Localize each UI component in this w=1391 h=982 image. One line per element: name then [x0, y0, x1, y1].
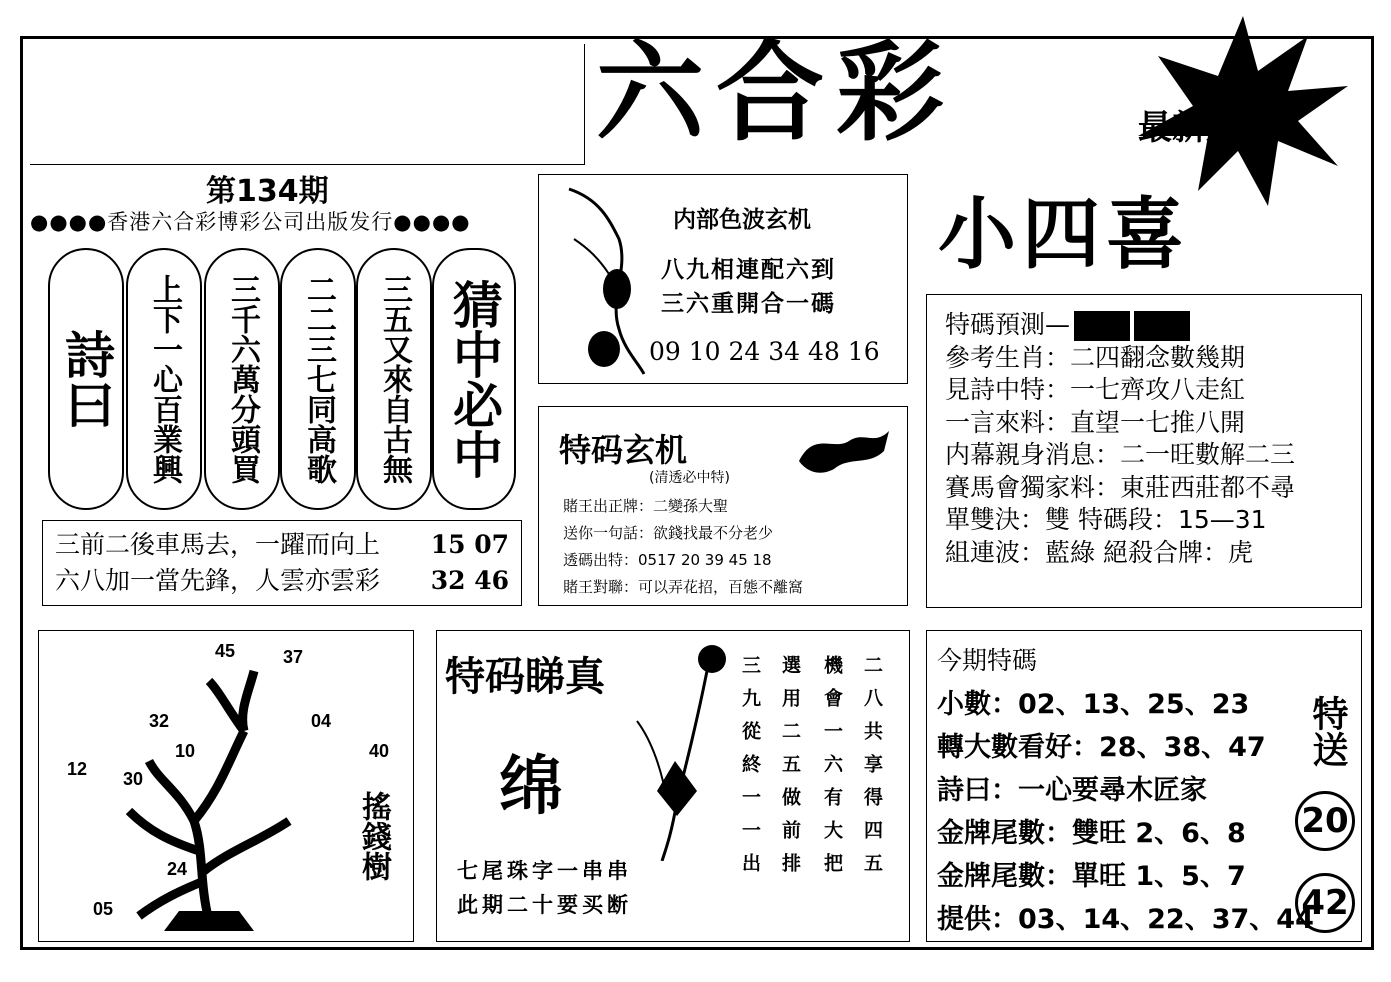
- tree-number: 05: [93, 899, 114, 919]
- true-view-title: 特码睇真: [445, 653, 605, 700]
- poem-heading: 詩曰: [57, 329, 116, 429]
- prediction-item: 内幕親身消息：二一旺數解二三: [945, 440, 1296, 469]
- special-send-label: 特送: [1307, 695, 1349, 767]
- riddle-numbers: 15 07: [430, 530, 509, 559]
- true-view-big-char: 绵: [499, 750, 563, 824]
- color-wave-line1: 八九相連配六到: [661, 256, 836, 283]
- today-title: 今期特碼: [937, 646, 1038, 675]
- special-mystery-item: 送你一句話：欲錢找最不分老少: [563, 524, 774, 542]
- verse-column: 二八共享得四五: [861, 655, 883, 886]
- true-view-bottom2: 此期二十要买断: [457, 892, 632, 917]
- special-mystery-item: 透碼出特：0517 20 39 45 18: [563, 551, 772, 569]
- verse-column: 機會一六有大把: [821, 655, 843, 886]
- today-item: 金牌尾數：雙旺 2、6、8: [937, 818, 1246, 849]
- prediction-item: 一言來料：直望一七推八開: [945, 407, 1246, 437]
- color-wave-line2: 三六重開合一碼: [661, 290, 836, 317]
- special-mystery-box: [538, 406, 908, 606]
- prediction-head: 特碼預測—: [945, 309, 1361, 342]
- today-item: 小數：02、13、25、23: [937, 689, 1250, 720]
- redacted-block-icon: [1134, 311, 1190, 341]
- today-item: 提供：03、14、22、37、44: [937, 904, 1314, 935]
- redacted-block-icon: [1074, 311, 1130, 341]
- tree-number: 04: [311, 711, 332, 731]
- special-mystery-title: 特码玄机: [559, 431, 688, 469]
- issue-number: 第134期: [206, 174, 329, 209]
- special-mystery-list: [563, 493, 803, 601]
- prediction-item: 組連波：藍綠 絕殺合牌：虎: [945, 537, 1253, 567]
- tree-number: 32: [149, 711, 170, 731]
- riddle-numbers: 32 46: [430, 566, 509, 595]
- poem-column-text: 三千六萬分頭買: [225, 274, 260, 484]
- money-tree-box: [38, 630, 414, 942]
- tree-number: 37: [283, 647, 304, 667]
- poem-column: [126, 248, 202, 510]
- money-tree-icon: [79, 651, 339, 931]
- tree-number: 10: [175, 741, 196, 761]
- tree-number: 40: [369, 741, 390, 761]
- prediction-item: 參考生肖：二四翻念數幾期: [945, 342, 1246, 372]
- poem-column: [204, 248, 280, 510]
- prediction-item: 賽馬會獨家料：東莊西莊都不尋: [945, 472, 1296, 502]
- motto-pill: [432, 248, 516, 510]
- special-mystery-item: 賭王出正牌：二變孫大聖: [563, 497, 729, 515]
- special-mystery-subtitle: (清透必中特): [649, 470, 730, 486]
- riddle-text: 三前二後車馬去，一躍而向上: [55, 530, 381, 559]
- dragon-icon: [794, 421, 894, 477]
- tree-number: 30: [123, 769, 144, 789]
- tree-number: 12: [67, 759, 88, 779]
- blank-header-area: [30, 44, 585, 165]
- prediction-item: 單雙決：雙 特碼段：15—31: [945, 505, 1267, 534]
- poem-heading-pill: [48, 248, 124, 510]
- subtitle: 小四喜: [938, 190, 1191, 280]
- prediction-item: 見詩中特：一七齊攻八走紅: [945, 375, 1246, 404]
- special-send-number: 20: [1295, 791, 1355, 851]
- poem-column: [280, 248, 356, 510]
- riddle-text: 六八加一當先鋒，人雲亦雲彩: [55, 566, 381, 595]
- color-wave-numbers: 09 10 24 34 48 16: [649, 337, 880, 366]
- verse-column: 三九從終一一出: [739, 655, 761, 886]
- today-item: 金牌尾數：單旺 1、5、7: [937, 861, 1246, 892]
- true-view-bottom1: 七尾珠字一串串: [457, 858, 632, 883]
- today-special-box: [926, 630, 1362, 942]
- poem-column-text: 上下一心百業興: [147, 274, 182, 484]
- main-title: 六合彩: [596, 31, 957, 156]
- poem-column-text: 二二三七同高歌: [301, 274, 336, 484]
- prediction-box: [926, 294, 1362, 608]
- verse-column: 選用二五做前排: [779, 655, 801, 886]
- color-wave-box: [538, 174, 908, 384]
- today-item: 詩曰：一心要尋木匠家: [937, 775, 1207, 806]
- poem-column-text: 三五又來自古無: [377, 274, 412, 484]
- badge-text: 最新发行: [1138, 108, 1274, 148]
- riddle-line: [55, 563, 509, 599]
- special-mystery-item: 賭王對聯：可以弄花招，百態不離窩: [563, 578, 804, 596]
- special-send-number: 42: [1295, 873, 1355, 933]
- riddle-lines-box: [42, 520, 522, 606]
- money-tree-label: 搖錢樹: [356, 791, 391, 881]
- publisher-line: ●●●●香港六合彩博彩公司出版发行●●●●: [30, 210, 471, 234]
- tree-number: 45: [215, 641, 236, 661]
- motto-text: 猜中必中: [445, 279, 504, 479]
- today-list: [937, 683, 1314, 941]
- true-view-box: [436, 630, 910, 942]
- riddle-line: [55, 527, 509, 563]
- color-wave-title: 内部色波玄机: [673, 207, 811, 233]
- poem-column: [356, 248, 432, 510]
- flower-illustration-icon: [549, 179, 649, 379]
- tree-number: 24: [167, 859, 188, 879]
- today-item: 轉大數看好：28、38、47: [937, 732, 1266, 763]
- orchid-icon: [597, 641, 747, 861]
